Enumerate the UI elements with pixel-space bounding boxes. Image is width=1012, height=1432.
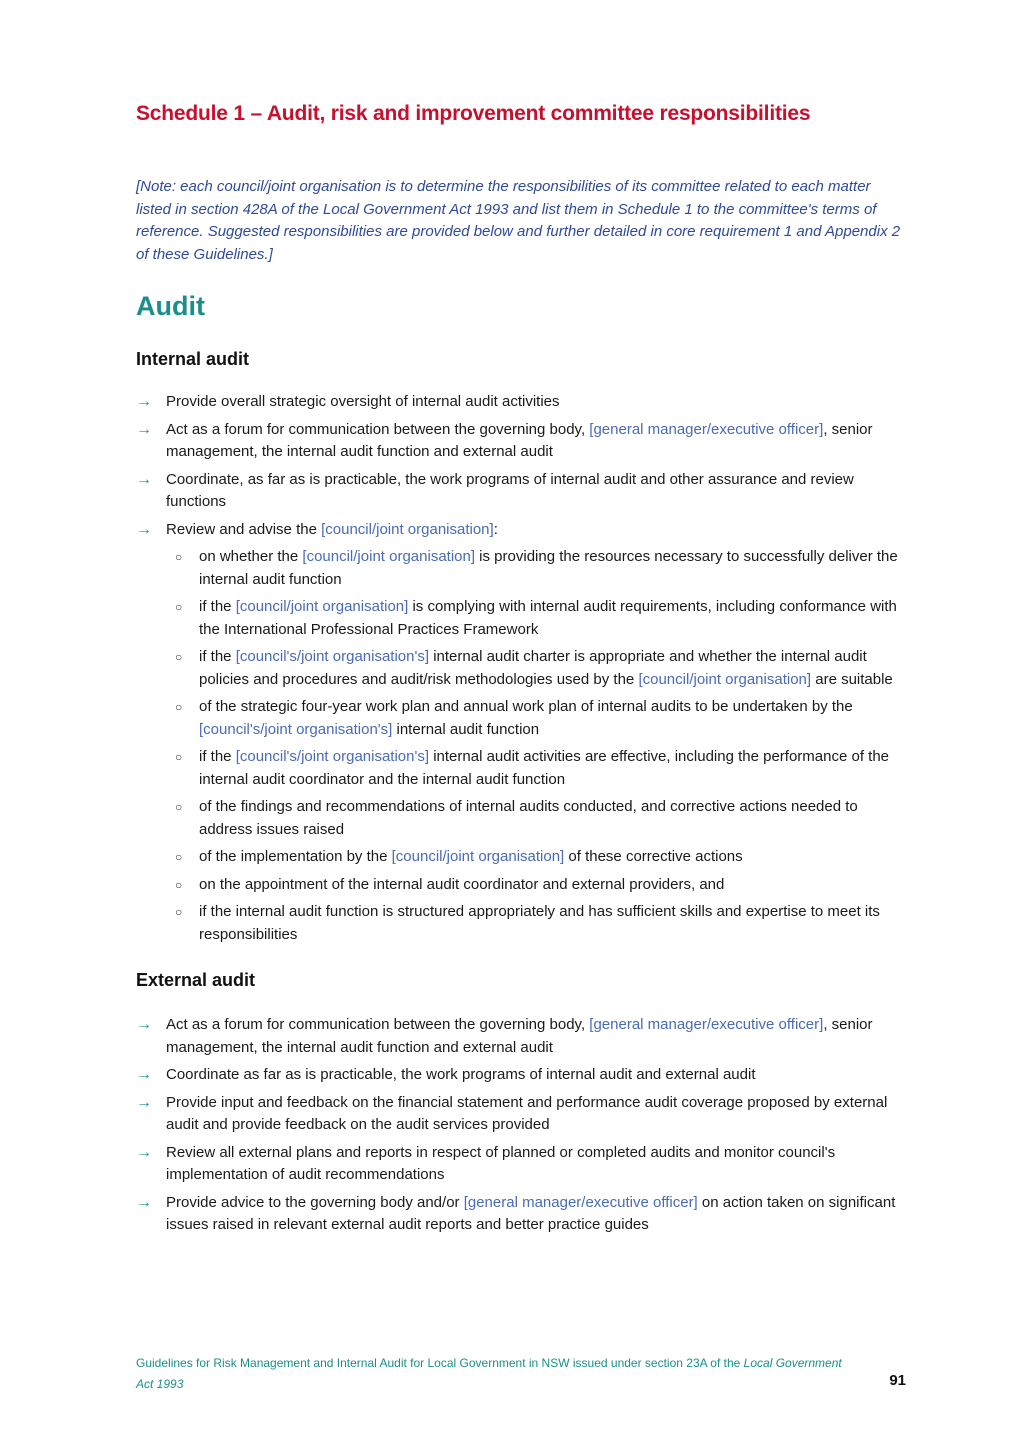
sub-list-item: ○ of the implementation by the [council/joint organisation] of these corrective actions bbox=[166, 846, 908, 869]
arrow-bullet-icon: → bbox=[136, 1066, 152, 1083]
circle-bullet-icon: ○ bbox=[175, 750, 183, 764]
arrow-bullet-icon: → bbox=[136, 1143, 152, 1161]
placeholder-text: [council/joint organisation] bbox=[235, 598, 409, 615]
circle-bullet-icon: ○ bbox=[175, 850, 183, 864]
list-item: → Act as a forum for communication between the governing body, [general manager/executive officer], senior management, the internal audit function and external audit bbox=[136, 420, 873, 460]
placeholder-text: [council's/joint organisation's] bbox=[235, 648, 430, 665]
internal-audit-heading: Internal audit bbox=[136, 349, 250, 369]
circle-bullet-icon: ○ bbox=[175, 877, 183, 892]
page-content bbox=[136, 100, 908, 1242]
list-item: → Review and advise the [council/joint organisation]: ○ on whether the [council/joint organisation] is providing the resources necessary to successfully deliver the internal audit function ○ if the [council/joint organisation] is complying with internal audit requirements, including conformance with the International Professional Practices Framework ○ if the [council's/joint organisation's] internal audit charter is appropriate and whether the internal audit policies and procedures and audit/risk methodologies used by the [council/joint organisation] are suitable ○ of the strategic four-year work plan and annual work plan of internal audits to be undertaken by the [council's/joint organisation's] internal audit function ○ if the [council's/joint organisation's] internal audit activities are effective, including the performance of the internal audit coordinator and the internal audit function ○ of the findings and recommendations of internal audits conducted, and corrective actions needed to address issues raised ○ of the implementation by the [council/joint organisation] of these corrective actions ○ on the appointment of the internal audit coordinator and external providers, and ○ if the internal audit function is structured appropriately and has sufficient skills and expertise to meet its responsibilities bbox=[136, 519, 908, 947]
arrow-bullet-icon: → bbox=[136, 1093, 152, 1111]
list-item: → Coordinate, as far as is practicable, the work programs of internal audit and other assurance and review functions bbox=[136, 470, 854, 510]
arrow-bullet-icon: → bbox=[136, 520, 152, 538]
sub-list-item: ○ if the [council's/joint organisation's] internal audit charter is appropriate and whether the internal audit policies and procedures and audit/risk methodologies used by the [council/joint organisation] are suitable bbox=[175, 648, 893, 688]
placeholder-text: [council/joint organisation] bbox=[391, 848, 565, 865]
sub-list-item: ○ if the [council/joint organisation] is complying with internal audit requirements, including conformance with the International Professional Practices Framework bbox=[175, 598, 897, 638]
placeholder-text: [general manager/executive officer] bbox=[463, 1193, 698, 1211]
circle-bullet-icon: ○ bbox=[175, 905, 183, 919]
placeholder-text: [council's/joint organisation's] bbox=[199, 720, 393, 738]
sub-list-item: ○ if the [council's/joint organisation's] internal audit activities are effective, including the performance of the internal audit coordinator and the internal audit function bbox=[175, 748, 890, 788]
schedule-title: Schedule 1 – Audit, risk and improvement committee responsibilities bbox=[136, 102, 811, 125]
list-item: → Review all external plans and reports in respect of planned or completed audits and monitor council's implementation of audit recommendations bbox=[136, 1143, 836, 1183]
arrow-bullet-icon: → bbox=[136, 1016, 152, 1033]
list-item: → Provide input and feedback on the financial statement and performance audit coverage proposed by external audit and provide feedback on the audit services provided bbox=[136, 1093, 888, 1133]
audit-heading: Audit bbox=[136, 291, 205, 321]
internal-audit-list bbox=[136, 391, 908, 946]
circle-bullet-icon: ○ bbox=[175, 600, 183, 614]
placeholder-text: [council's/joint organisation's] bbox=[235, 748, 430, 765]
placeholder-text: [general manager/executive officer] bbox=[589, 1016, 824, 1033]
list-item: → Act as a forum for communication between the governing body, [general manager/executive officer], senior management, the internal audit function and external audit bbox=[136, 1016, 873, 1056]
placeholder-text: [council/joint organisation] bbox=[302, 548, 476, 565]
placeholder-text: [council/joint organisation] bbox=[638, 670, 812, 688]
placeholder-text: [council/joint organisation] bbox=[321, 520, 494, 538]
sub-list-item: ○ of the strategic four-year work plan and annual work plan of internal audits to be undertaken by the [council's/joint organisation's] internal audit function bbox=[175, 698, 853, 738]
page-footer bbox=[136, 1353, 856, 1395]
list-item: → Provide overall strategic oversight of internal audit activities bbox=[136, 391, 908, 414]
sub-list-item: ○ on the appointment of the internal audit coordinator and external providers, and bbox=[166, 874, 908, 897]
list-item: → Coordinate as far as is practicable, the work programs of internal audit and external audit bbox=[136, 1064, 908, 1087]
arrow-bullet-icon: → bbox=[136, 470, 152, 488]
footer-text: Guidelines for Risk Management and Internal Audit for Local Government in NSW issued under section 23A of the bbox=[136, 1356, 744, 1370]
circle-bullet-icon: ○ bbox=[175, 650, 183, 664]
sub-list-item: ○ on whether the [council/joint organisation] is providing the resources necessary to successfully deliver the internal audit function bbox=[175, 548, 898, 588]
arrow-bullet-icon: → bbox=[136, 393, 152, 410]
footer-act-title: Local Government Act 1993 bbox=[136, 1356, 842, 1391]
circle-bullet-icon: ○ bbox=[175, 550, 183, 564]
sub-list-item: ○ if the internal audit function is structured appropriately and has sufficient skills and expertise to meet its responsibilities bbox=[175, 903, 880, 943]
sub-list-item: ○ of the findings and recommendations of internal audits conducted, and corrective actions needed to address issues raised bbox=[175, 798, 858, 838]
external-audit-heading: External audit bbox=[136, 970, 256, 990]
page-number: 91 bbox=[889, 1372, 906, 1389]
arrow-bullet-icon: → bbox=[136, 1193, 152, 1211]
review-advise-sublist bbox=[166, 546, 908, 946]
external-audit-list bbox=[136, 1014, 908, 1237]
placeholder-text: [general manager/executive officer] bbox=[589, 420, 824, 438]
arrow-bullet-icon: → bbox=[136, 420, 152, 438]
circle-bullet-icon: ○ bbox=[175, 700, 183, 714]
circle-bullet-icon: ○ bbox=[175, 800, 183, 814]
list-item: → Provide advice to the governing body and/or [general manager/executive officer] on action taken on significant issues raised in relevant external audit reports and better practice guides bbox=[136, 1193, 896, 1233]
guidance-note: [Note: each council/joint organisation is to determine the responsibilities of its committee related to each matter listed in section 428A of the Local Government Act 1993 and list them in Schedule 1 to the committee's terms of reference. Suggested responsibilities are provided below and further detailed in core requirement 1 and Appendix 2 of these Guidelines.] bbox=[136, 178, 901, 263]
